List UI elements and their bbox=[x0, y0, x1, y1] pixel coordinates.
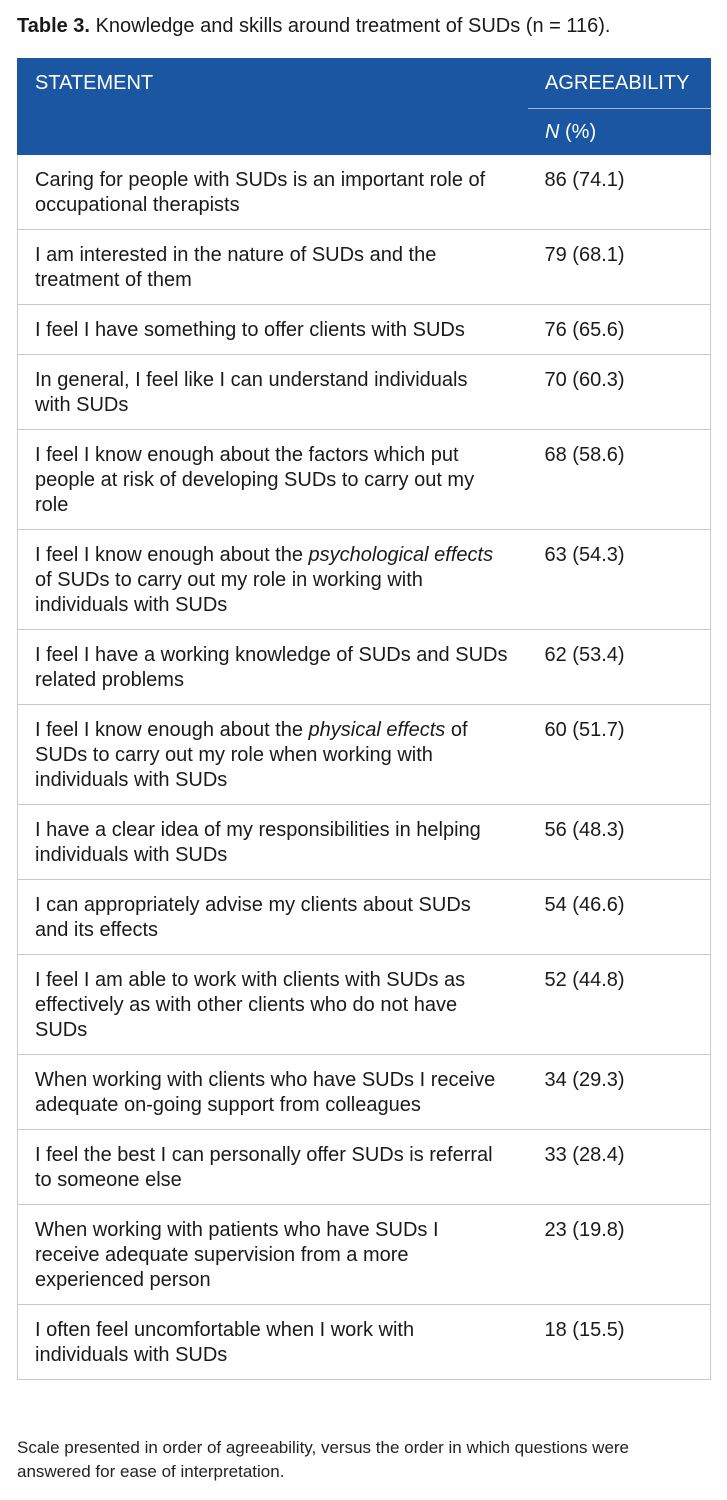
agreeability-cell: 33 (28.4) bbox=[528, 1130, 711, 1205]
statement-text: When working with clients who have SUDs I receive adequate on-going support from colleagues bbox=[35, 1069, 496, 1116]
statement-emphasis: psychological effects bbox=[308, 544, 494, 566]
statement-text: I have a clear idea of my responsibilities in helping individuals with SUDs bbox=[35, 819, 481, 866]
statement-cell bbox=[18, 1130, 528, 1205]
agreeability-cell: 54 (46.6) bbox=[528, 880, 711, 955]
table-row bbox=[18, 230, 711, 305]
table-row bbox=[18, 1205, 711, 1305]
subheader-percent: (%) bbox=[559, 120, 597, 143]
statement-cell bbox=[18, 155, 528, 230]
statement-cell bbox=[18, 805, 528, 880]
table-row bbox=[18, 305, 711, 355]
statement-cell bbox=[18, 955, 528, 1055]
table-row bbox=[18, 430, 711, 530]
table-caption bbox=[17, 12, 717, 40]
table-row bbox=[18, 880, 711, 955]
agreeability-cell: 52 (44.8) bbox=[528, 955, 711, 1055]
statement-text: I often feel uncomfortable when I work with individuals with SUDs bbox=[35, 1319, 415, 1366]
statement-cell bbox=[18, 1205, 528, 1305]
statement-cell bbox=[18, 630, 528, 705]
agreeability-cell: 60 (51.7) bbox=[528, 705, 711, 805]
agreeability-cell: 86 (74.1) bbox=[528, 155, 711, 230]
agreeability-cell: 62 (53.4) bbox=[528, 630, 711, 705]
table-row bbox=[18, 955, 711, 1055]
table-caption-label: Table 3. bbox=[17, 15, 90, 37]
statement-text: I feel I am able to work with clients with SUDs as effectively as with other clients who do not have SUDs bbox=[35, 969, 466, 1041]
column-header-agreeability: AGREEABILITY bbox=[528, 58, 711, 108]
agreeability-cell: 70 (60.3) bbox=[528, 355, 711, 430]
table-row bbox=[18, 805, 711, 880]
statement-text: I am interested in the nature of SUDs and the treatment of them bbox=[35, 244, 437, 291]
agreeability-cell: 18 (15.5) bbox=[528, 1305, 711, 1380]
statement-text: I feel the best I can personally offer SUDs is referral to someone else bbox=[35, 1144, 493, 1191]
agreeability-cell: 76 (65.6) bbox=[528, 305, 711, 355]
statement-cell bbox=[18, 355, 528, 430]
table-caption-text: Knowledge and skills around treatment of SUDs (n = 116). bbox=[95, 15, 611, 37]
table-row bbox=[18, 155, 711, 230]
table-footnote: Scale presented in order of agreeability, versus the order in which questions were answered for ease of interpretation. bbox=[17, 1438, 630, 1481]
statement-text: I feel I know enough about the factors which put people at risk of developing SUDs to carry out my role bbox=[35, 444, 475, 516]
knowledge-skills-table bbox=[17, 58, 711, 1380]
statement-text: I feel I know enough about the bbox=[35, 544, 309, 566]
statement-text: When working with patients who have SUDs I receive adequate supervision from a more experienced person bbox=[35, 1219, 439, 1291]
statement-cell bbox=[18, 230, 528, 305]
agreeability-cell: 68 (58.6) bbox=[528, 430, 711, 530]
column-subheader-n-percent bbox=[528, 108, 711, 155]
statement-text: In general, I feel like I can understand individuals with SUDs bbox=[35, 369, 468, 416]
statement-text: of SUDs to carry out my role when working with individuals with SUDs bbox=[35, 719, 468, 791]
column-header-statement: STATEMENT bbox=[18, 58, 528, 155]
table-row bbox=[18, 630, 711, 705]
agreeability-cell: 23 (19.8) bbox=[528, 1205, 711, 1305]
table-header bbox=[18, 58, 711, 155]
statement-cell bbox=[18, 1055, 528, 1130]
statement-cell bbox=[18, 430, 528, 530]
agreeability-cell: 56 (48.3) bbox=[528, 805, 711, 880]
table-row bbox=[18, 355, 711, 430]
table-row bbox=[18, 530, 711, 630]
statement-cell bbox=[18, 530, 528, 630]
agreeability-cell: 79 (68.1) bbox=[528, 230, 711, 305]
statement-emphasis: physical effects bbox=[308, 719, 446, 741]
table-body bbox=[18, 155, 711, 1380]
table-row bbox=[18, 1305, 711, 1380]
statement-text: Caring for people with SUDs is an important role of occupational therapists bbox=[35, 169, 486, 216]
statement-text: I feel I know enough about the bbox=[35, 719, 309, 741]
statement-text: I can appropriately advise my clients about SUDs and its effects bbox=[35, 894, 471, 941]
table-row bbox=[18, 705, 711, 805]
statement-text: I feel I have something to offer clients with SUDs bbox=[35, 319, 465, 341]
subheader-n: N bbox=[545, 120, 560, 143]
statement-cell bbox=[18, 705, 528, 805]
table-row bbox=[18, 1130, 711, 1205]
table-row bbox=[18, 1055, 711, 1130]
statement-text: of SUDs to carry out my role in working with individuals with SUDs bbox=[35, 569, 423, 616]
statement-cell bbox=[18, 305, 528, 355]
statement-cell bbox=[18, 880, 528, 955]
agreeability-cell: 63 (54.3) bbox=[528, 530, 711, 630]
statement-cell bbox=[18, 1305, 528, 1380]
statement-text: I feel I have a working knowledge of SUDs and SUDs related problems bbox=[35, 644, 508, 691]
agreeability-cell: 34 (29.3) bbox=[528, 1055, 711, 1130]
